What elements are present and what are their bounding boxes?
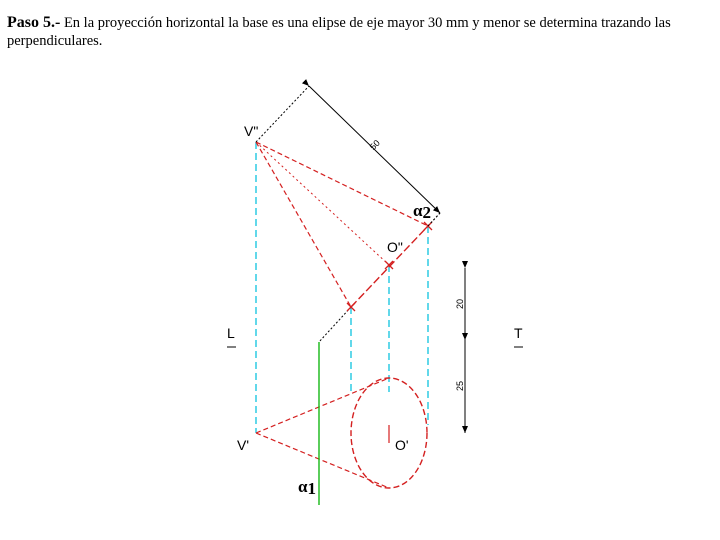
label-alpha-1-symbol: α <box>298 477 308 496</box>
ground-line-label-right: T <box>514 325 523 341</box>
label-alpha-2 <box>413 201 431 222</box>
plan-generatrix-top <box>256 378 389 433</box>
label-alpha-1 <box>298 477 316 498</box>
dimension-extension-vertex <box>256 86 309 142</box>
ground-line-label-left: L <box>227 325 235 341</box>
dimension-value-upper: 20 <box>455 298 465 310</box>
plan-generatrix-bottom <box>256 433 389 488</box>
label-alpha-2-subscript: 2 <box>422 203 431 222</box>
elevation-view <box>256 142 440 342</box>
label-o-double-prime: O" <box>387 239 403 255</box>
label-alpha-2-symbol: α <box>413 201 423 220</box>
label-v-prime: V' <box>237 437 250 453</box>
label-o-prime: O' <box>395 437 409 453</box>
step-description: En la proyección horizontal la base es una elipse de eje mayor 30 mm y menor se determina trazando las perpendiculares. <box>7 15 671 49</box>
dimension-value-slant: 50 <box>367 137 382 152</box>
label-alpha-1-subscript: 1 <box>307 479 316 498</box>
plan-view <box>256 342 427 505</box>
label-v-double-prime: V" <box>244 123 259 139</box>
cone-generatrix-lower <box>256 142 351 307</box>
step-title: Paso 5.- <box>7 14 61 31</box>
cone-generatrix-upper <box>256 142 428 226</box>
alpha-plane-trace-upper <box>319 307 351 342</box>
dimension-value-lower: 25 <box>455 380 465 392</box>
cone-axis <box>256 142 389 265</box>
